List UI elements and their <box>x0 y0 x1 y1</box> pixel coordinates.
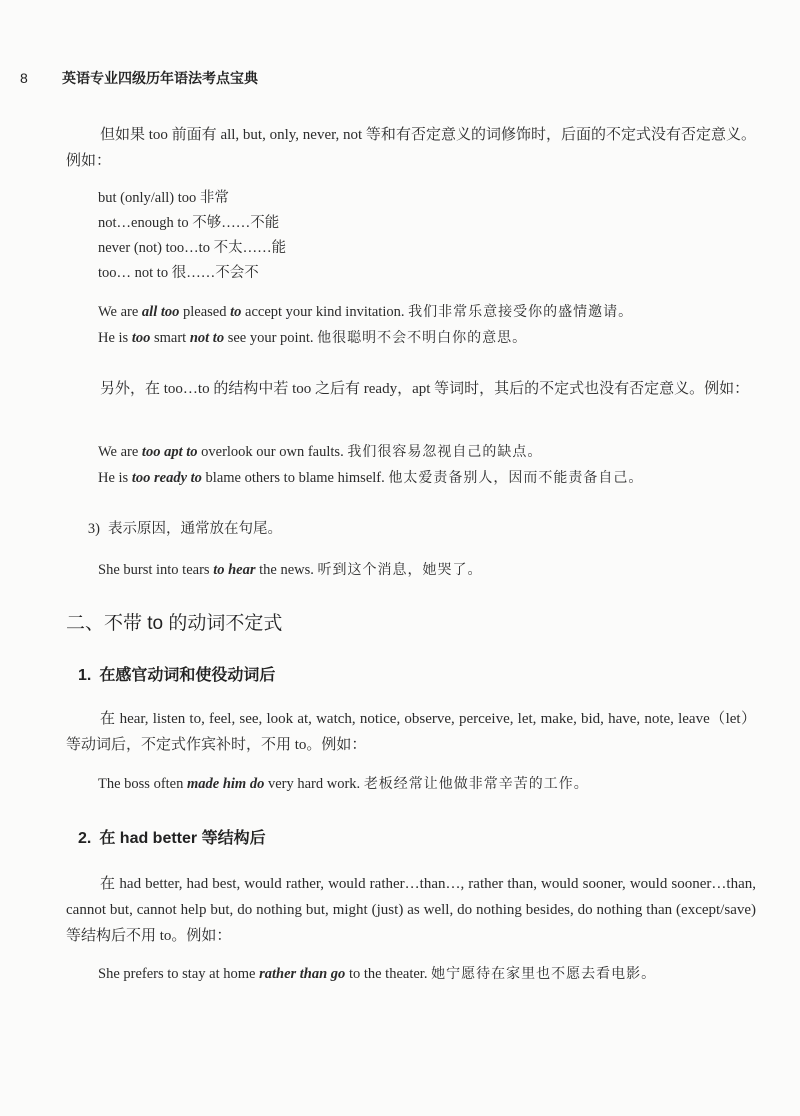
subsection-heading: 2. 在 had better 等结构后 <box>78 830 266 847</box>
paragraph-too-negation: 但如果 too 前面有 all, but, only, never, not 等和有否定意义的词修饰时，后面的不定式没有否定意义。例如： <box>66 127 756 169</box>
example-sentence: He is too ready to blame others to blame himself. 他太爱责备别人，因而不能责备自己。 <box>98 470 644 486</box>
example-sentence: The boss often made him do very hard work. 老板经常让他做非常辛苦的工作。 <box>98 776 589 792</box>
example-sentence: We are all too pleased to accept your kind invitation. 我们非常乐意接受你的盛情邀请。 <box>98 304 634 320</box>
example-sentence: He is too smart not to see your point. 他很聪明不会不明白你的意思。 <box>98 330 528 346</box>
numbered-item: 3) 表示原因，通常放在句尾。 <box>87 521 282 537</box>
phrase-item: not…enough to 不够……不能 <box>98 215 280 231</box>
example-sentence: She prefers to stay at home rather than go to the theater. 她宁愿待在家里也不愿去看电影。 <box>98 966 657 982</box>
paragraph-sense-verbs: 在 hear, listen to, feel, see, look at, watch, notice, observe, perceive, let, make, bid, have, note, leave（let）等动词后，不定式作宾补时，不用 to。例如： <box>66 711 756 753</box>
paragraph-ready-apt: 另外，在 too…to 的结构中若 too 之后有 ready，apt 等词时，其后的不定式也没有否定意义。例如： <box>100 381 750 397</box>
section-heading: 二、不带 to 的动词不定式 <box>66 613 283 634</box>
example-sentence: She burst into tears to hear the news. 听到这个消息，她哭了。 <box>98 562 483 578</box>
phrase-item: too… not to 很……不会不 <box>98 265 259 281</box>
example-sentence: We are too apt to overlook our own faults. 我们很容易忽视自己的缺点。 <box>98 444 543 460</box>
phrase-item: never (not) too…to 不太……能 <box>98 240 287 256</box>
paragraph-had-better: 在 had better, had best, would rather, would rather…than…, rather than, would sooner, would sooner…than, cannot but, cannot help but, do nothing but, might (just) as well, do nothing besides, do nothing than (except/save) 等结构后不用 to。例如： <box>66 876 756 944</box>
book-title: 英语专业四级历年语法考点宝典 <box>62 70 258 86</box>
phrase-item: but (only/all) too 非常 <box>98 190 229 206</box>
subsection-heading: 1. 在感官动词和使役动词后 <box>78 667 276 684</box>
phrase-list <box>98 186 286 286</box>
running-head <box>20 68 258 88</box>
page-number: 8 <box>20 70 28 86</box>
